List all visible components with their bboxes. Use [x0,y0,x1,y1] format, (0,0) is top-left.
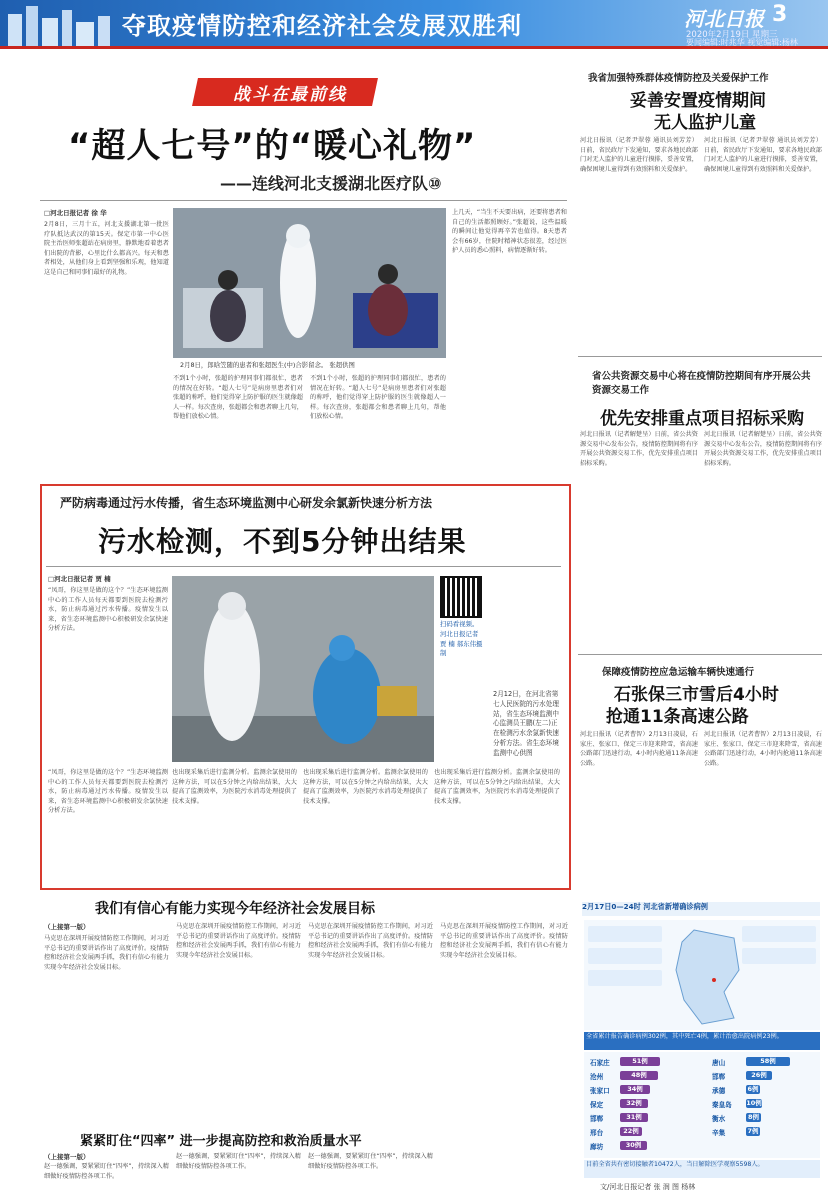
masthead-illustration-icon [0,0,120,46]
masthead-title: 夺取疫情防控和经济社会发展双胜利 [122,12,522,40]
editors-line: 要闻编辑:时兆华 视觉编辑:杨林 [686,38,798,46]
divider [578,654,822,655]
city-count: 48例 [620,1071,658,1080]
city-label: 辛集 [712,1129,726,1137]
boxed-pre-headline: 严防病毒通过污水传播，省生态环境监测中心研发余氯新快速分析方法 [60,496,433,510]
feature-headline: “超人七号”的“暖心礼物” [68,126,477,166]
city-label: 唐山 [712,1059,726,1067]
right-top-body-a: 河北日报讯（记者尹翠蓉 通讯员刘芳芳）日前，省民政厅下发通知，要求各地民政部门对无人监护的儿童进行摸排，妥善安置，确保困境儿童得到有效照料和关爱保护。 [580,137,698,173]
boxed-photo-caption: 2月12日，在河北省第七人民医院的污水处理站，省生态环境监测中心监测员王鹏(左二)正在检测污水余氯新快速分析方法。省生态环境监测中心供图 [493,690,559,757]
hebei-map-icon [584,920,820,1030]
issue-date: 2020年2月19日 星期三 [686,30,778,40]
boxed-body-bottom3: 也出现采集后进行监测分析。监测余氯使用的这种方法，可以在5分钟之内给出结果，大大提高了监测效率，为医院污水消毒处理提供了技术支撑。 [434,769,560,805]
feature-byline: □河北日报记者 徐 华 [44,209,107,217]
right-low-pre: 保障疫情防控应急运输车辆快速通行 [602,667,755,678]
boxed-body-left: “凤哥，你这里是做的这个？”生态环境监测中心的工作人员每天都要到医院去检测污水，防止病毒通过污水传播。疫情发生以来，省生态环境监测中心积极研发余氯快速分析方法。 [48,587,168,633]
bottom2-headline: 紧紧盯住“四率” 进一步提高防控和救治质量水平 [80,1134,362,1149]
right-top-headline2: 无人监护儿童 [654,113,756,133]
feature-photo-caption: 2月8日，郎晗笠随的患者和张超医生(中)合影留念。 张超供图 [180,361,355,369]
right-low-body-b: 河北日报讯（记者曹智）2月13日凌晨，石家庄、张家口、保定三市迎来降雪，省高速公路部门迅速行动，4小时内抢通11条高速公路。 [704,731,822,767]
boxed-byline: □河北日报记者 贾 楠 [48,575,111,583]
bottom-headline: 我们有信心有能力实现今年经济社会发展目标 [95,901,375,917]
lab-worker-photo-icon [172,576,434,762]
bottom-body-b: 马克思在深圳开展疫情防控工作期间，对习近平总书记的重要讲话作出了高度评价。疫情防控和经济社会发展两手抓，我们有信心有能力实现今年经济社会发展目标。 [176,923,301,959]
map-summary: 全省累计报告确诊病例302例，其中死亡4例，累计治愈出院病例23例。 [584,1032,820,1050]
qr-code-icon[interactable] [442,578,480,616]
bottom2-body-a: 赵一德强调，要紧紧盯住“四率”，持续深入精细做好疫情防控各项工作。 [44,1163,169,1180]
boxed-body-bottom2: 也出现采集后进行监测分析。监测余氯使用的这种方法，可以在5分钟之内给出结果，大大提高了监测效率，为医院污水消毒处理提供了技术支撑。 [303,769,428,805]
bottom2-body-c: 赵一德强调，要紧紧盯住“四率”，持续深入精细做好疫情防控各项工作。 [308,1153,433,1170]
newspaper-logo: 河北日报 [684,7,764,31]
section-banner: 战斗在最前线 [233,85,347,105]
city-count: 6例 [747,1085,759,1093]
city-count: 34例 [620,1085,650,1094]
right-mid-body-b: 河北日报讯（记者解楚呈）日前，省公共资源交易中心发布公告，疫情防控期间将有序开展公共资源交易工作，优先安排重点项目招标采购。 [704,431,822,467]
right-low-headline: 石张保三市雪后4小时 [614,685,779,705]
feature-photo [173,208,446,358]
city-count: 26例 [746,1071,772,1080]
city-label: 廊坊 [590,1143,604,1151]
right-mid-body-a: 河北日报讯（记者解楚呈）日前，省公共资源交易中心发布公告，疫情防控期间将有序开展公共资源交易工作，优先安排重点项目招标采购。 [580,431,698,467]
city-count: 8例 [747,1113,760,1121]
bottom2-body-b: 赵一德强调，要紧紧盯住“四率”，持续深入精细做好疫情防控各项工作。 [176,1153,301,1170]
bottom-body-c: 马克思在深圳开展疫情防控工作期间，对习近平总书记的重要讲话作出了高度评价。疫情防控和经济社会发展两手抓，我们有信心有能力实现今年经济社会发展目标。 [308,923,433,959]
divider [40,200,567,201]
right-low-body-a: 河北日报讯（记者曹智）2月13日凌晨，石家庄、张家口、保定三市迎来降雪，省高速公路部门迅速行动，4小时内抢通11条高速公路。 [580,731,698,767]
right-mid-headline: 优先安排重点项目招标采购 [600,409,804,429]
page-number: 3 [772,2,788,27]
masthead-rule [0,46,828,49]
city-count: 22例 [620,1127,642,1136]
city-count: 10例 [746,1099,762,1107]
boxed-body-left2: “凤哥，你这里是做的这个？”生态环境监测中心的工作人员每天都要到医院去检测污水，防止病毒通过污水传播。疫情发生以来，省生态环境监测中心积极研发余氯快速分析方法。 [48,769,168,815]
feature-subhead: ——连线河北支援湖北医疗队⑩ [220,174,442,193]
city-label: 张家口 [590,1087,610,1095]
feature-body-left: 2月8日，三月十五，河北支援湖北第一批医疗队抵达武汉的第15天。保定市第一中心医院主治医师张超站在病房里，静默地看着患者们出院的背影，心里比什么都高兴。每天和患者相处，从他们身上看到坚强和乐观，他知道这是自己和同事们最好的礼物。 [44,221,169,276]
city-label: 邯郸 [712,1073,726,1081]
city-table [584,1052,820,1158]
city-count: 7例 [747,1127,759,1135]
bottom-body-d: 马克思在深圳开展疫情防控工作期间，对习近平总书记的重要讲话作出了高度评价。疫情防控和经济社会发展两手抓，我们有信心有能力实现今年经济社会发展目标。 [440,923,568,959]
bottom2-source: （上接第一版） [44,1153,90,1161]
map-header: 2月17日0—24时 河北省新增确诊病例 [582,902,820,916]
right-top-headline: 妥善安置疫情期间 [630,91,766,111]
city-count: 51例 [620,1057,660,1066]
divider [46,566,561,567]
right-mid-pre: 省公共资源交易中心将在疫情防控期间有序开展公共资源交易工作 [592,371,811,396]
bottom-body-a: 马克思在深圳开展疫情防控工作期间，对习近平总书记的重要讲话作出了高度评价。疫情防控和经济社会发展两手抓，我们有信心有能力实现今年经济社会发展目标。 [44,935,169,971]
city-count: 32例 [620,1099,648,1108]
city-count: 58例 [746,1057,790,1066]
city-label: 保定 [590,1101,604,1109]
city-count: 30例 [620,1141,647,1150]
bottom-source: （上接第一版） [44,923,90,931]
city-label: 石家庄 [590,1059,610,1067]
city-label: 邯郸 [590,1115,604,1123]
city-label: 秦皇岛 [712,1101,732,1109]
city-count: 31例 [620,1113,648,1122]
masthead [0,0,828,46]
boxed-body-bottom: 也出现采集后进行监测分析。监测余氯使用的这种方法，可以在5分钟之内给出结果，大大提高了监测效率，为医院污水消毒处理提供了技术支撑。 [172,769,297,805]
city-label: 衡水 [712,1115,726,1123]
divider [578,356,822,357]
feature-body-mid: 不到1个小时，张超的护理同事们都很忙，患者的情况在好转。“超人七号”是病房里患者们对张超的称呼，他们觉得穿上防护服的医生就像超人一样。每次查房，张超都会和患者聊上几句，帮他们放松心情。 [173,375,303,421]
right-top-body-b: 河北日报讯（记者尹翠蓉 通讯员刘芳芳）日前，省民政厅下发通知，要求各地民政部门对无人监护的儿童进行摸排，妥善安置，确保困境儿童得到有效照料和关爱保护。 [704,137,822,173]
page-credit: 文/河北日报记者 张 润 图 杨林 [600,1183,696,1191]
boxed-headline: 污水检测，不到5分钟出结果 [98,525,467,558]
city-label: 邢台 [590,1129,604,1137]
qr-caption: 扫码看视频。河北日报记者 贾 楠 郝东伟摄制 [440,620,483,658]
right-top-pre: 我省加强特殊群体疫情防控及关爱保护工作 [588,73,769,84]
feature-body-mid2: 不到1个小时，张超的护理同事们都很忙，患者的情况在好转。“超人七号”是病房里患者们对张超的称呼，他们觉得穿上防护服的医生就像超人一样。每次查房，张超都会和患者聊上几句，帮他们放松心情。 [310,375,446,421]
city-label: 承德 [712,1087,726,1095]
right-low-headline2: 抢通11条高速公路 [606,707,749,727]
boxed-photo [172,576,434,762]
map-bottom-note: 目前全省共有密切接触者10472人，当日解除医学观察5598人。 [584,1160,820,1178]
city-label: 沧州 [590,1073,604,1081]
feature-body-right: 上几天，“当生不天要出病，还要将患者和自己的生活都照顾好。”张超说，这些温暖的瞬间让他觉得再辛苦也值得。8天患者会有66岁，住院时精神状态很差，经过医护人员的悉心照料，病情逐渐好转。 [452,209,567,255]
hospital-ward-photo-icon [173,208,446,358]
